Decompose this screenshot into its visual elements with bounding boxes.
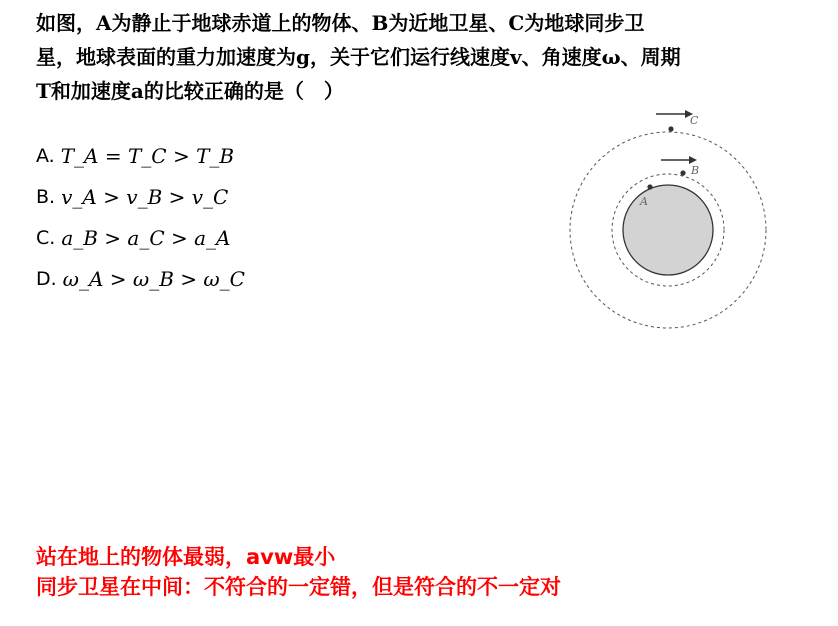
label-b: B — [691, 164, 700, 177]
point-c — [668, 126, 673, 131]
option-c[interactable] — [36, 217, 456, 258]
option-d[interactable] — [36, 258, 456, 299]
label-a: A — [640, 195, 648, 208]
option-c-expression: a_B > a_C > a_A — [61, 225, 231, 250]
option-d-letter: D. — [36, 267, 57, 290]
option-d-expression: ω_A > ω_B > ω_C — [62, 266, 245, 291]
note-line-1: 站在地上的物体最弱，avw最小 — [36, 545, 336, 569]
option-a[interactable] — [36, 135, 456, 176]
velocity-arrowhead-b — [689, 156, 697, 164]
option-b-letter: B. — [36, 185, 56, 208]
question-line-1: 如图，A为静止于地球赤道上的物体、B为近地卫星、C为地球同步卫 — [36, 11, 645, 35]
option-c-letter: C. — [36, 226, 56, 249]
handwritten-notes — [36, 542, 561, 602]
point-b — [680, 170, 685, 175]
question-line-2: 星，地球表面的重力加速度为g，关于它们运行线速度v、角速度ω、周期 — [36, 45, 681, 69]
answer-options — [36, 135, 456, 299]
question-line-3: T和加速度a的比较正确的是（ ） — [36, 79, 344, 103]
earth — [623, 185, 713, 275]
option-a-letter: A. — [36, 144, 55, 167]
option-b-expression: v_A > v_B > v_C — [61, 184, 229, 209]
note-line-2: 同步卫星在中间：不符合的一定错，但是符合的不一定对 — [36, 575, 561, 599]
question-text — [36, 6, 826, 108]
option-a-expression: T_A = T_C > T_B — [60, 143, 235, 168]
point-a — [647, 184, 652, 189]
orbit-diagram — [560, 100, 780, 340]
label-c: C — [690, 114, 699, 127]
option-b[interactable] — [36, 176, 456, 217]
